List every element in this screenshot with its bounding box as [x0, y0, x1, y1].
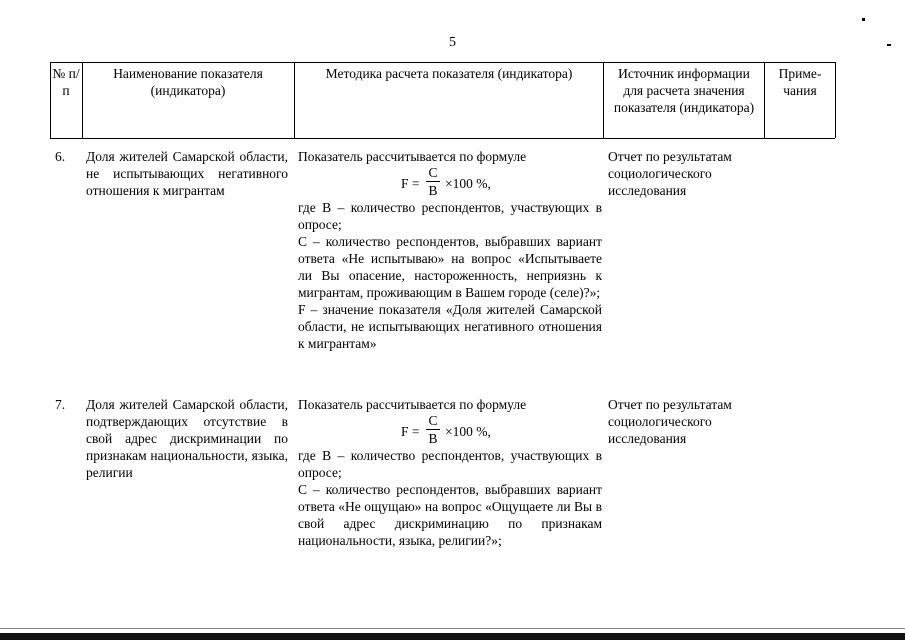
method-intro: Показатель рассчитывается по формуле — [298, 149, 527, 164]
method-detail: С – количество респондентов, выбравших вариант ответа «Не испытываю» на вопрос «Испытываете ли Вы опасение, настороженность, неприязнь к мигрантам, проживающим в Вашем городе (селе)?»; — [298, 234, 602, 300]
header-source: Источник информации для расчета значения показателя (индикатора) — [613, 66, 755, 115]
formula-fraction — [426, 165, 440, 198]
method-detail: где В – количество респондентов, участвующих в опросе; — [298, 448, 602, 480]
scan-speck — [887, 44, 891, 46]
method-intro: Показатель рассчитывается по формуле — [298, 397, 527, 412]
column-divider — [764, 62, 765, 138]
row-source: Отчет по результатам социологического исследования — [608, 149, 732, 198]
method-detail: F – значение показателя «Доля жителей Самарской области, не испытывающих негативного отношения к мигрантам» — [298, 302, 602, 351]
scan-speck — [862, 18, 865, 21]
method-detail: С – количество респондентов, выбравших вариант ответа «Не ощущаю» на вопрос «Ощущаете ли Вы в свой адрес дискриминацию по признакам национальности, языка, религии?»; — [298, 482, 602, 548]
row-method — [298, 148, 602, 352]
column-divider — [294, 62, 295, 138]
row-number: 6. — [55, 149, 66, 164]
row-number: 7. — [55, 397, 66, 412]
column-divider — [50, 62, 51, 138]
formula-fraction — [426, 413, 440, 446]
scan-edge-line — [0, 628, 905, 629]
header-number: № п/п — [52, 66, 80, 98]
formula-numerator: C — [428, 165, 438, 180]
row-method — [298, 396, 602, 549]
formula-rhs: ×100 %, — [445, 424, 491, 439]
fraction-bar — [426, 181, 440, 182]
page-number: 5 — [449, 35, 456, 50]
row-indicator-name: Доля жителей Самарской области, не испытывающих негативного отношения к мигрантам — [86, 149, 288, 198]
column-divider — [603, 62, 604, 138]
formula-numerator: C — [428, 413, 438, 428]
scan-edge-bar — [0, 633, 905, 640]
formula-rhs: ×100 %, — [445, 176, 491, 191]
fraction-bar — [426, 429, 440, 430]
header-method: Методика расчета показателя (индикатора) — [325, 66, 573, 81]
column-divider — [835, 62, 836, 138]
formula-denominator: B — [428, 183, 438, 198]
formula — [298, 165, 598, 199]
header-indicator-name: Наименование показателя (индикатора) — [113, 66, 263, 98]
formula — [298, 413, 598, 447]
column-divider — [82, 62, 83, 138]
table-top-border — [50, 62, 835, 63]
formula-lhs: F = — [401, 424, 420, 439]
method-detail: где В – количество респондентов, участвующих в опросе; — [298, 200, 602, 232]
row-source: Отчет по результатам социологического исследования — [608, 397, 732, 446]
formula-lhs: F = — [401, 176, 420, 191]
formula-denominator: B — [428, 431, 438, 446]
header-bottom-border — [50, 138, 835, 139]
row-indicator-name: Доля жителей Самарской области, подтверждающих отсутствие в свой адрес дискриминации по признакам национальности, языка, религии — [86, 397, 288, 480]
header-notes: Приме-чания — [778, 66, 822, 98]
